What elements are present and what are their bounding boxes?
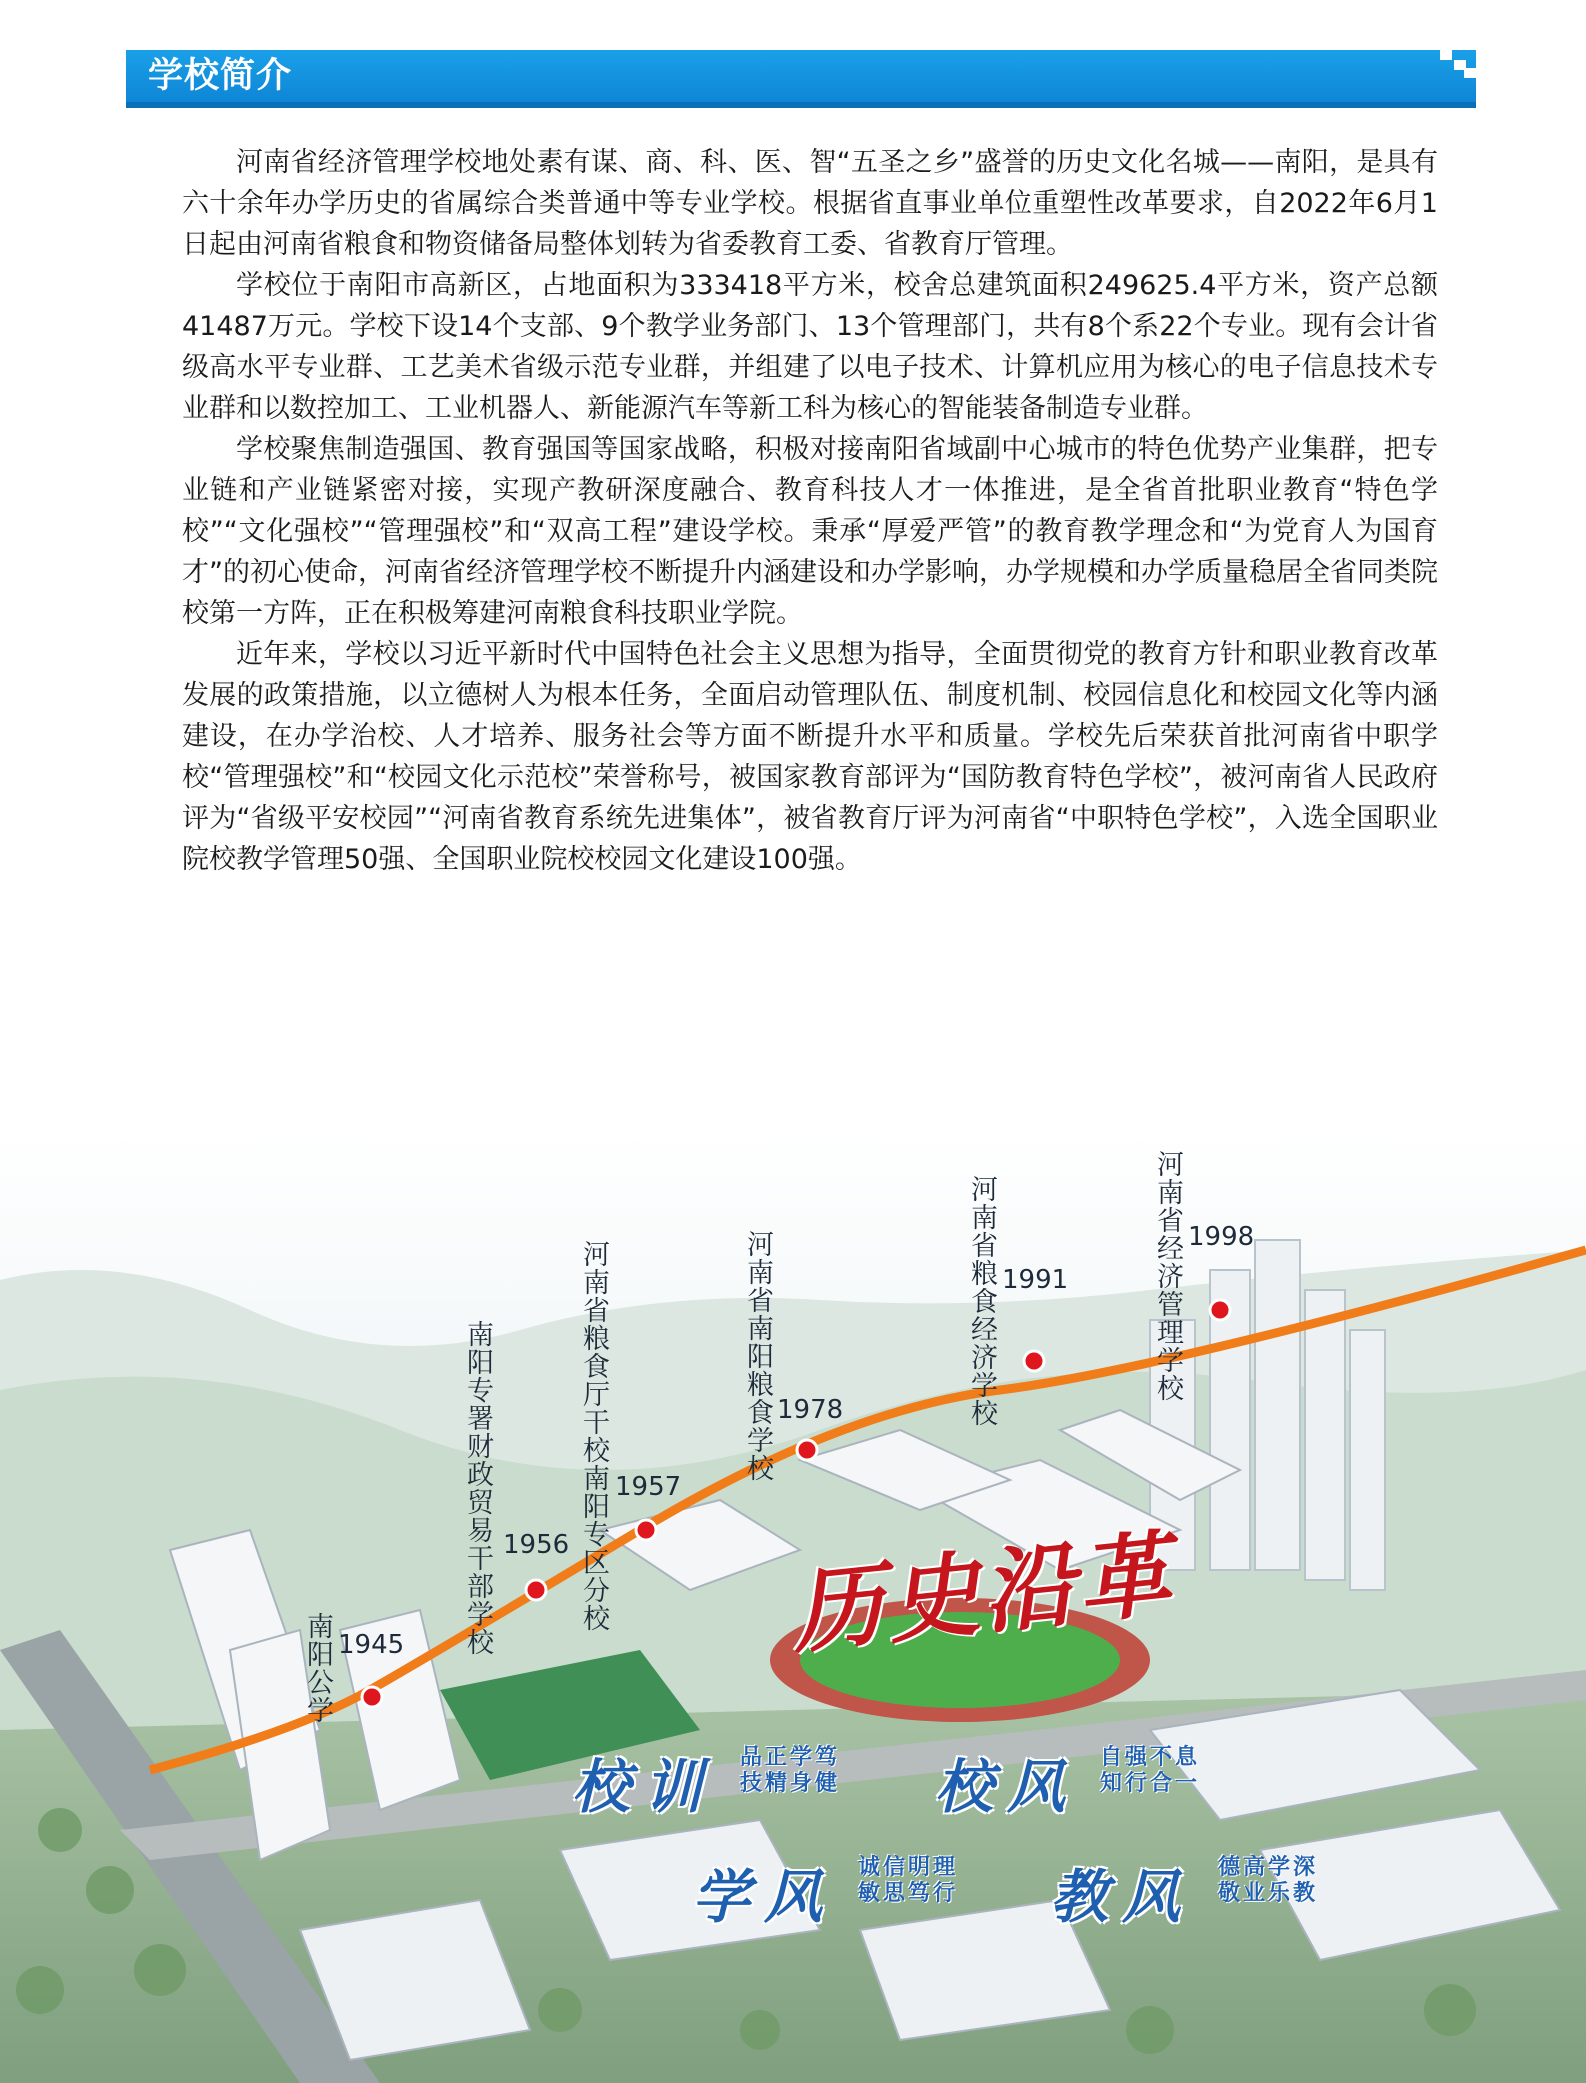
paragraph: 学校聚焦制造强国、教育强国等国家战略，积极对接南阳省域副中心城市的特色优势产业集群，把专业链和产业链紧密对接，实现产教研深度融合、教育科技人才一体推进，是全省首批职业教育“特色学校”“文化强校”“管理强校”和“双高工程”建设学校。秉承“厚爱严管”的教育教学理念和“为党育人为国育才”的初心使命，河南省经济管理学校不断提升内涵建设和办学影响，办学规模和办学质量稳居全省同类院校第一方阵，正在积极筹建河南粮食科技职业学院。 [182, 434, 1438, 629]
timeline-dot [362, 1687, 382, 1707]
milestone-year-1998: 1998 [1188, 1222, 1255, 1252]
corner-decoration-icon [1440, 50, 1476, 80]
motto-text-xiaoxun: 品正学笃 技精身健 [740, 1744, 841, 1796]
motto-label-xuefeng: 学风 [692, 1863, 837, 1931]
history-title: 历史沿革 [786, 1519, 1180, 1667]
section-title: 学校简介 [148, 56, 293, 96]
milestone-year-1957: 1957 [615, 1472, 682, 1502]
school-introduction [182, 142, 1438, 880]
milestone-year-1991: 1991 [1002, 1265, 1069, 1295]
milestone-name-1991: 河南省粮食经济学校 [966, 1175, 997, 1427]
timeline-dot [526, 1580, 546, 1600]
milestone-year-1956: 1956 [503, 1530, 570, 1560]
timeline-dot [636, 1520, 656, 1540]
milestone-name-1978: 河南省南阳粮食学校 [742, 1230, 773, 1482]
motto-text-xuefeng: 诚信明理 敏思笃行 [858, 1854, 959, 1906]
timeline-dot [797, 1440, 817, 1460]
motto-label-xiaofeng: 校风 [935, 1753, 1080, 1821]
milestone-name-1998: 河南省经济管理学校 [1152, 1150, 1183, 1402]
milestone-name-1945: 南阳公学 [302, 1612, 333, 1724]
motto-text-xiaofeng: 自强不息 知行合一 [1100, 1744, 1201, 1796]
milestone-year-1945: 1945 [338, 1630, 405, 1660]
motto-text-jiaofeng: 德高学深 敬业乐教 [1218, 1854, 1319, 1906]
motto-label-jiaofeng: 教风 [1050, 1863, 1195, 1931]
paragraph: 学校位于南阳市高新区，占地面积为333418平方米，校舍总建筑面积249625.4平方米，资产总额41487万元。学校下设14个支部、9个教学业务部门、13个管理部门，共有8个系22个专业。现有会计省级高水平专业群、工艺美术省级示范专业群，并组建了以电子技术、计算机应用为核心的电子信息技术专业群和以数控加工、工业机器人、新能源汽车等新工科为核心的智能装备制造专业群。 [182, 270, 1438, 424]
motto-label-xiaoxun: 校训 [572, 1753, 717, 1821]
section-header-bar [126, 50, 1476, 102]
milestone-year-1978: 1978 [777, 1395, 844, 1425]
milestone-name-1957: 河南省粮食厅干校南阳专区分校 [578, 1240, 609, 1632]
paragraph: 近年来，学校以习近平新时代中国特色社会主义思想为指导，全面贯彻党的教育方针和职业教育改革发展的政策措施，以立德树人为根本任务，全面启动管理队伍、制度机制、校园信息化和校园文化等内涵建设，在办学治校、人才培养、服务社会等方面不断提升水平和质量。学校先后荣获首批河南省中职学校“管理强校”和“校园文化示范校”荣誉称号，被国家教育部评为“国防教育特色学校”，被河南省人民政府评为“省级平安校园”“河南省教育系统先进集体”，被省教育厅评为河南省“中职特色学校”，入选全国职业院校教学管理50强、全国职业院校校园文化建设100强。 [182, 639, 1438, 875]
paragraph: 河南省经济管理学校地处素有谋、商、科、医、智“五圣之乡”盛誉的历史文化名城——南阳，是具有六十余年办学历史的省属综合类普通中等专业学校。根据省直事业单位重塑性改革要求，自2022年6月1日起由河南省粮食和物资储备局整体划转为省委教育工委、省教育厅管理。 [182, 147, 1438, 260]
milestone-name-1956: 南阳专署财政贸易干部学校 [462, 1320, 493, 1656]
timeline-dot [1210, 1300, 1230, 1320]
campus-history-illustration [0, 1130, 1586, 2083]
timeline-dot [1024, 1351, 1044, 1371]
